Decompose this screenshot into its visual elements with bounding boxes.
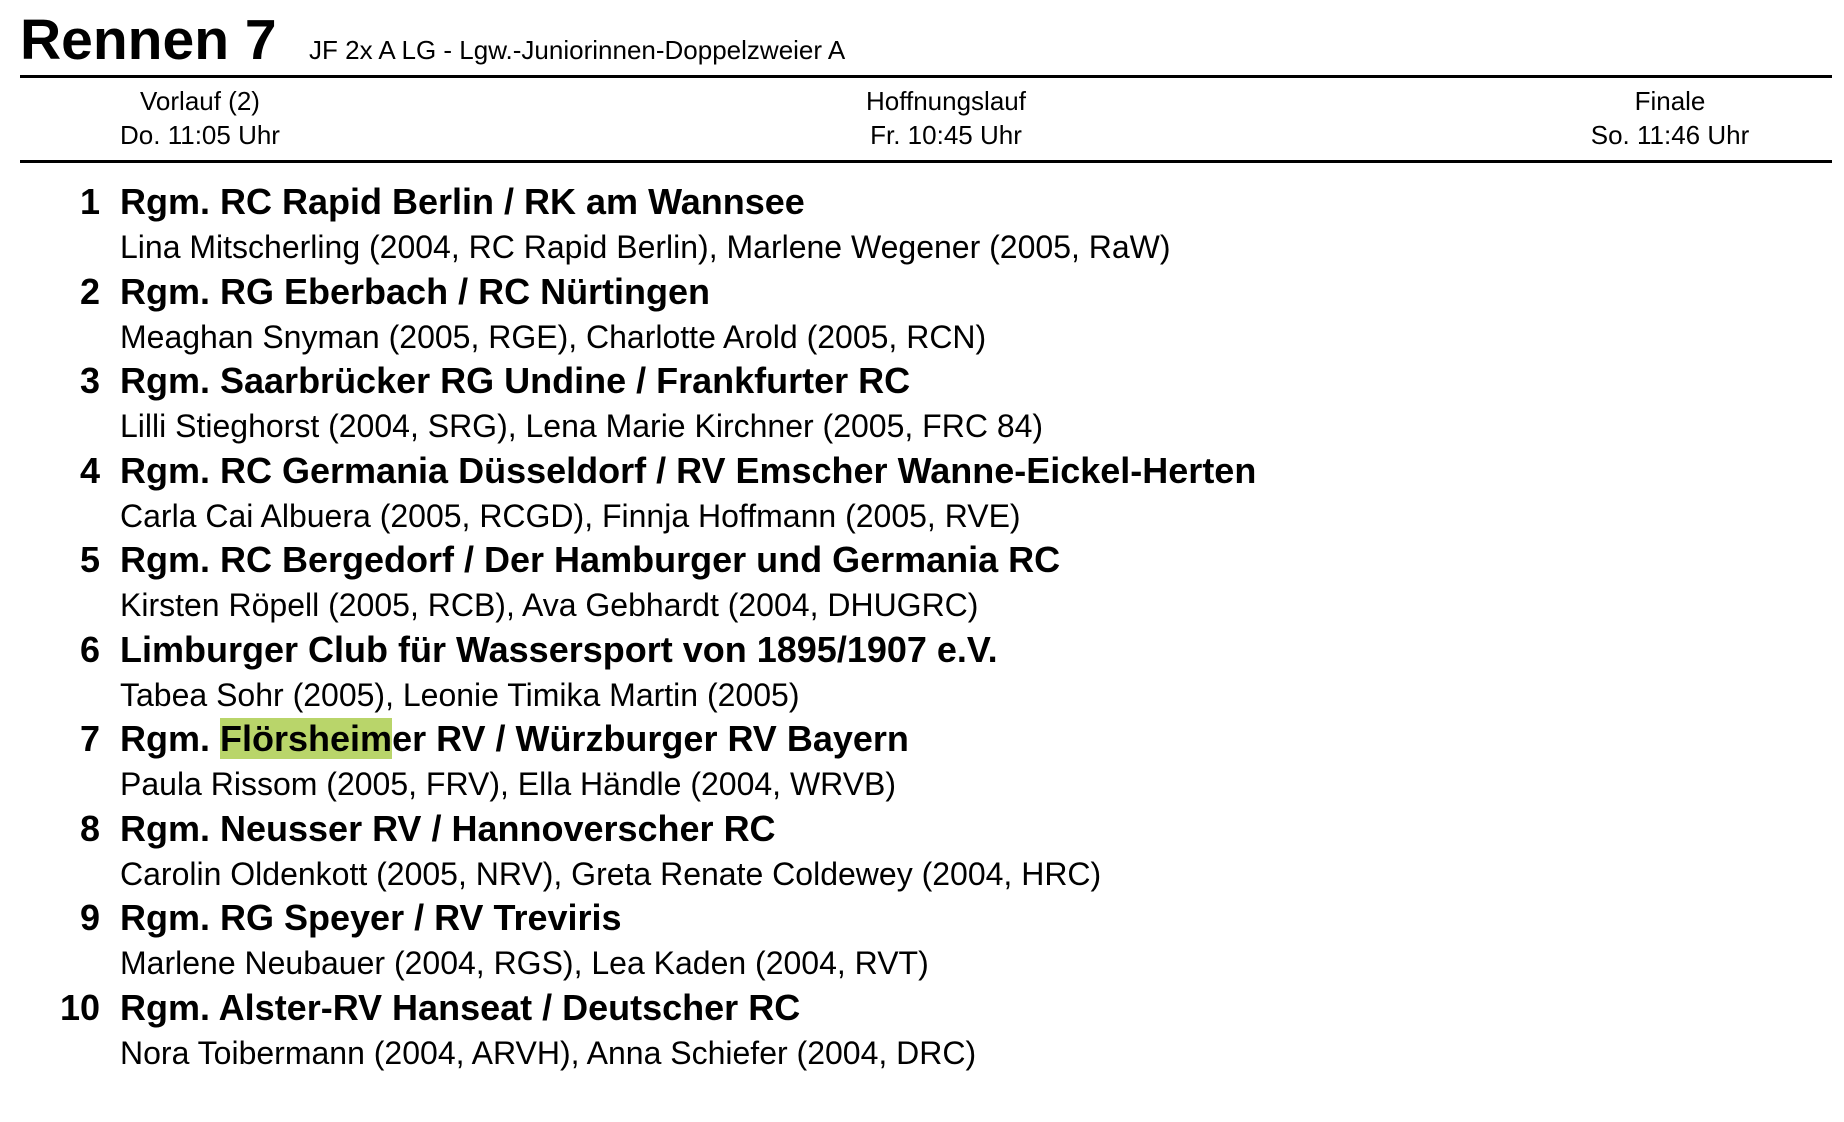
entry-crew: Rgm. RG Eberbach / RC Nürtingen: [120, 270, 711, 312]
finale-time: So. 11:46 Uhr: [1590, 120, 1750, 150]
entry-row: [0, 449, 1844, 539]
vorlauf-time: Do. 11:05 Uhr: [120, 120, 280, 150]
entry-rowers: Nora Toibermann (2004, ARVH), Anna Schiefer (2004, DRC): [120, 1034, 977, 1071]
entry-row: [0, 717, 1844, 807]
search-highlight: Flörsheim: [220, 718, 393, 759]
vorlauf-label: Vorlauf (2): [140, 86, 260, 116]
entry-rowers: Kirsten Röpell (2005, RCB), Ava Gebhardt (2004, DHUGRC): [120, 587, 979, 623]
entry-crew: Rgm. RG Speyer / RV Treviris: [120, 897, 622, 938]
entry-crew: Rgm. Neusser RV / Hannoverscher RC: [120, 807, 776, 849]
entry-number: 2: [79, 270, 100, 312]
entry-crew: [120, 717, 909, 761]
entry-number: 8: [79, 807, 100, 849]
entry-crew: Rgm. RC Rapid Berlin / RK am Wannsee: [120, 181, 805, 222]
hoffnungslauf-label: Hoffnungslauf: [866, 86, 1026, 116]
header-divider-bottom: [20, 160, 1832, 163]
entry-number: 4: [79, 449, 100, 491]
entry-row: [0, 538, 1844, 628]
entry-crew: Rgm. Alster-RV Hanseat / Deutscher RC: [120, 986, 801, 1028]
race-subtitle: JF 2x A LG - Lgw.-Juniorinnen-Doppelzweier A: [309, 35, 846, 65]
entry-list: [0, 180, 1844, 1075]
entry-crew: Rgm. RC Germania Düsseldorf / RV Emscher Wanne-Eickel-Herten: [120, 449, 1257, 491]
entry-rowers: Lilli Stieghorst (2004, SRG), Lena Marie Kirchner (2005, FRC 84): [120, 408, 1044, 444]
entry-row: [0, 180, 1844, 270]
entry-crew: Rgm. Saarbrücker RG Undine / Frankfurter RC: [120, 360, 911, 401]
entry-row: [0, 986, 1844, 1076]
hoffnungslauf-time: Fr. 10:45 Uhr: [870, 120, 1022, 150]
entry-number: 3: [79, 360, 100, 401]
entry-number: 6: [79, 628, 100, 670]
race-title: Rennen 7: [20, 8, 277, 72]
entry-row: [0, 628, 1844, 718]
entry-row: [0, 807, 1844, 897]
entry-rowers: Meaghan Snyman (2005, RGE), Charlotte Arold (2005, RCN): [120, 318, 987, 355]
entry-number: 5: [79, 539, 100, 580]
schedule-vorlauf: [20, 84, 380, 152]
entry-crew: Rgm. RC Bergedorf / Der Hamburger und Germania RC: [120, 539, 1061, 580]
race-schedule: [20, 80, 1832, 156]
race-header: [20, 8, 1820, 72]
crew-prefix: Rgm.: [120, 718, 221, 759]
entry-rowers: Paula Rissom (2005, FRV), Ella Händle (2004, WRVB): [120, 766, 897, 802]
entry-number: 9: [79, 897, 100, 938]
entry-row: [0, 896, 1844, 986]
entry-rowers: Carla Cai Albuera (2005, RCGD), Finnja Hoffmann (2005, RVE): [120, 497, 1021, 534]
entry-row: [0, 270, 1844, 360]
schedule-finale: [1490, 84, 1844, 152]
entry-number: 1: [79, 181, 100, 222]
header-divider-top: [20, 75, 1832, 78]
schedule-hoffnungslauf: [766, 84, 1126, 152]
entry-rowers: Marlene Neubauer (2004, RGS), Lea Kaden (2004, RVT): [120, 945, 929, 981]
entry-number: 7: [79, 718, 100, 759]
entry-rowers: Lina Mitscherling (2004, RC Rapid Berlin), Marlene Wegener (2005, RaW): [120, 229, 1171, 265]
entry-rowers: Carolin Oldenkott (2005, NRV), Greta Renate Coldewey (2004, HRC): [120, 855, 1102, 892]
entry-rowers: Tabea Sohr (2005), Leonie Timika Martin (2005): [120, 676, 800, 713]
entry-row: [0, 359, 1844, 449]
finale-label: Finale: [1634, 86, 1706, 116]
crew-suffix: er RV / Würzburger RV Bayern: [392, 718, 909, 759]
entry-number: 10: [59, 986, 100, 1028]
entry-crew: Limburger Club für Wassersport von 1895/1907 e.V.: [120, 628, 998, 670]
